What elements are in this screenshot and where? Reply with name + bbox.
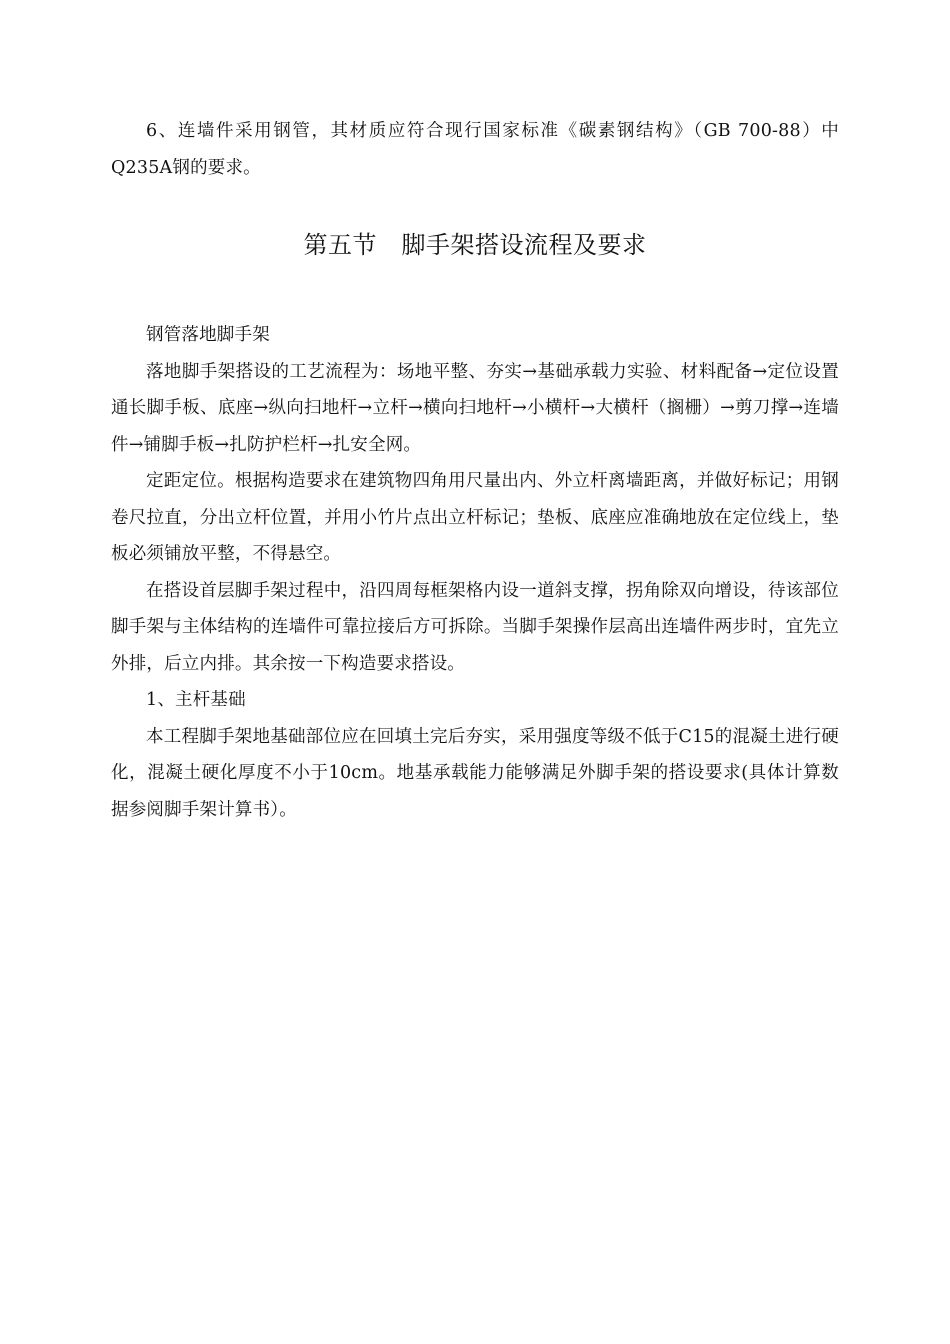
document-content [111, 113, 839, 828]
paragraph-positioning: 定距定位。根据构造要求在建筑物四角用尺量出内、外立杆离墙距离，并做好标记；用钢卷尺拉直，分出立杆位置，并用小竹片点出立杆标记；垫板、底座应准确地放在定位线上，垫板必须铺放平整，不得悬空。 [111, 471, 839, 564]
paragraph-connecting-members: 6、连墙件采用钢管，其材质应符合现行国家标准《碳素钢结构》（GB 700-88）中Q235A钢的要求。 [111, 121, 839, 178]
paragraph-process-flow: 落地脚手架搭设的工艺流程为：场地平整、夯实→基础承载力实验、材料配备→定位设置通长脚手板、底座→纵向扫地杆→立杆→横向扫地杆→小横杆→大横杆（搁栅）→剪刀撑→连墙件→铺脚手板→扎防护栏杆→扎安全网。 [111, 361, 839, 455]
spacer [111, 263, 839, 317]
paragraph-subheading-foundation: 1、主杆基础 [146, 690, 246, 710]
paragraph-foundation-details: 本工程脚手架地基础部位应在回填土完后夯实，采用强度等级不低于C15的混凝土进行硬化，混凝土硬化厚度不小于10cm。地基承载能力能够满足外脚手架的搭设要求(具体计算数据参阅脚手架计算书）。 [111, 726, 839, 820]
paragraph-first-layer: 在搭设首层脚手架过程中，沿四周每框架格内设一道斜支撑，拐角除双向增设，待该部位脚手架与主体结构的连墙件可靠拉接后方可拆除。当脚手架操作层高出连墙件两步时，宜先立外排，后立内排。其余按一下构造要求搭设。 [111, 580, 839, 674]
section-title: 第五节 脚手架搭设流程及要求 [303, 231, 647, 259]
spacer [111, 186, 839, 227]
paragraph-scaffold-type: 钢管落地脚手架 [146, 325, 270, 345]
